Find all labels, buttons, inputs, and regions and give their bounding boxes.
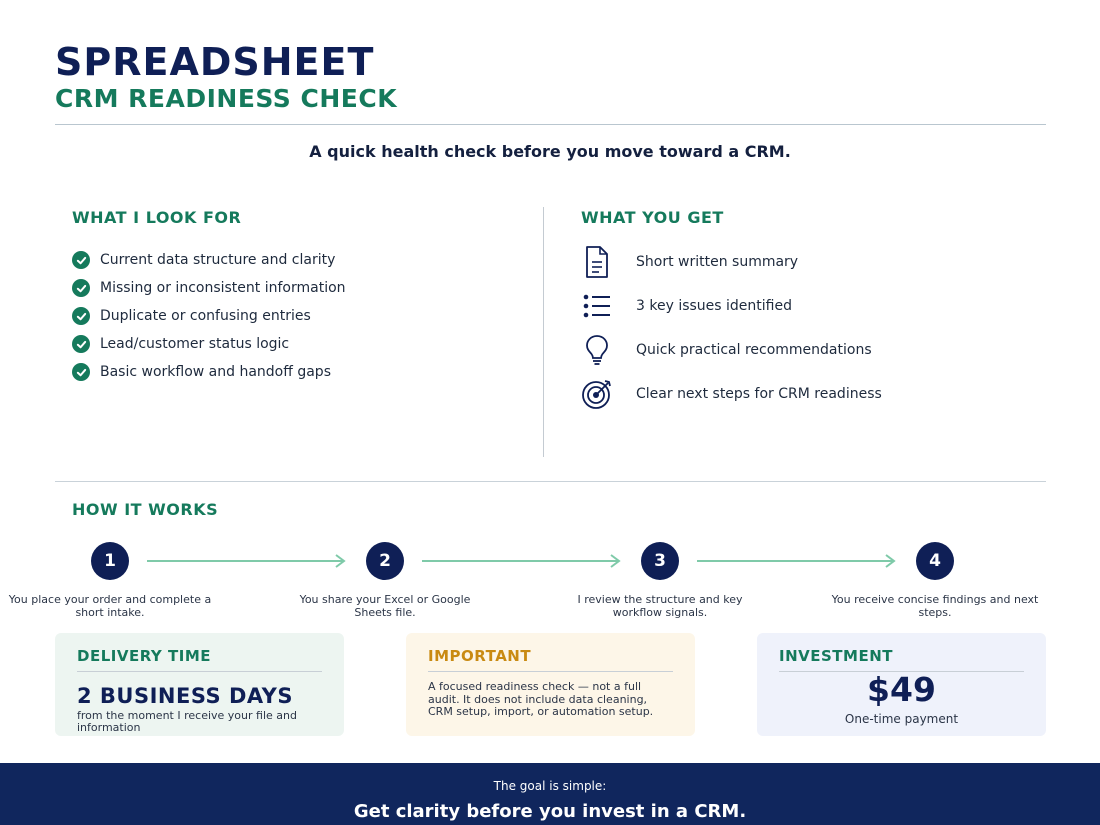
look-for-item — [72, 274, 346, 302]
delivery-value: 2 BUSINESS DAYS — [77, 684, 293, 708]
look-for-item — [72, 302, 346, 330]
step-description: You receive concise findings and next steps. — [831, 593, 1039, 619]
you-get-label: 3 key issues identified — [636, 298, 792, 314]
delivery-heading: DELIVERY TIME — [77, 647, 322, 672]
step-description: You place your order and complete a short intake. — [8, 593, 212, 619]
look-for-heading: WHAT I LOOK FOR — [72, 208, 242, 227]
look-for-item — [72, 246, 346, 274]
look-for-label: Lead/customer status logic — [100, 336, 290, 352]
footer-intro: The goal is simple: — [493, 779, 607, 793]
list-icon — [580, 289, 614, 323]
investment-heading: INVESTMENT — [779, 647, 1024, 672]
arrow-right-icon — [147, 552, 347, 570]
check-icon — [72, 279, 90, 297]
you-get-label: Short written summary — [636, 254, 799, 270]
footer-message: Get clarity before you invest in a CRM. — [353, 801, 747, 822]
look-for-list — [72, 246, 346, 386]
page-subtitle: CRM READINESS CHECK — [55, 84, 398, 113]
you-get-item — [580, 284, 882, 328]
how-it-works-heading: HOW IT WORKS — [72, 500, 219, 519]
check-icon — [72, 363, 90, 381]
delivery-card — [55, 633, 344, 736]
price: $49 — [867, 670, 936, 709]
lightbulb-icon — [580, 333, 614, 367]
step-number: 3 — [641, 542, 679, 580]
step-number: 1 — [91, 542, 129, 580]
step-description: I review the structure and key workflow signals. — [577, 593, 743, 619]
step-description: You share your Excel or Google Sheets file. — [299, 593, 471, 619]
you-get-label: Quick practical recommendations — [636, 342, 872, 358]
you-get-heading: WHAT YOU GET — [581, 208, 724, 227]
step-number: 4 — [916, 542, 954, 580]
you-get-label: Clear next steps for CRM readiness — [636, 386, 882, 402]
look-for-item — [72, 358, 346, 386]
look-for-label: Current data structure and clarity — [100, 252, 336, 268]
important-heading: IMPORTANT — [428, 647, 673, 672]
check-icon — [72, 251, 90, 269]
look-for-label: Duplicate or confusing entries — [100, 308, 311, 324]
delivery-note: from the moment I receive your file and information — [77, 709, 297, 734]
look-for-label: Basic workflow and handoff gaps — [100, 364, 331, 380]
look-for-label: Missing or inconsistent information — [100, 280, 346, 296]
header-divider — [55, 124, 1046, 125]
document-icon — [580, 245, 614, 279]
section-divider — [55, 481, 1046, 482]
tagline: A quick health check before you move toward a CRM. — [309, 142, 791, 161]
you-get-list — [580, 240, 882, 416]
check-icon — [72, 307, 90, 325]
check-icon — [72, 335, 90, 353]
arrow-right-icon — [422, 552, 622, 570]
column-divider — [543, 207, 544, 457]
arrow-right-icon — [697, 552, 897, 570]
page-title: SPREADSHEET — [55, 40, 375, 84]
you-get-item — [580, 372, 882, 416]
look-for-item — [72, 330, 346, 358]
footer-banner — [0, 763, 1100, 825]
step-number: 2 — [366, 542, 404, 580]
investment-card — [757, 633, 1046, 736]
target-icon — [580, 377, 614, 411]
important-card — [406, 633, 695, 736]
important-text: A focused readiness check — not a full audit. It does not include data cleaning, CRM setup, import, or automation setup. — [428, 680, 654, 718]
price-note: One-time payment — [844, 712, 959, 726]
you-get-item — [580, 240, 882, 284]
you-get-item — [580, 328, 882, 372]
